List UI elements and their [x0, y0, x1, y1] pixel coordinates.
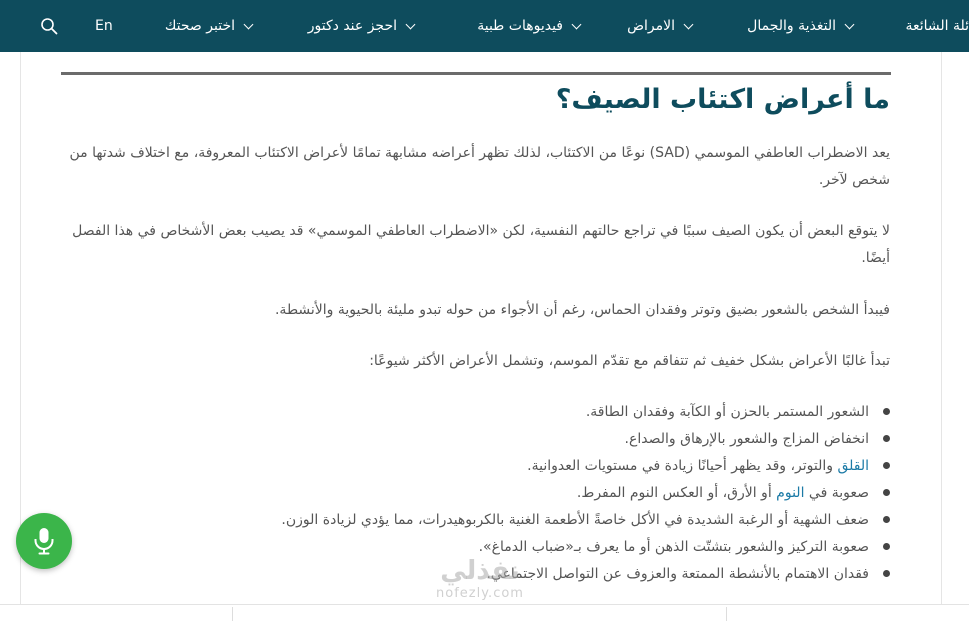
nav-item-faq[interactable] [905, 0, 969, 52]
paragraph-summer: لا يتوقع البعض أن يكون الصيف سببًا في تراجع حالتهم النفسية، لكن «الاضطراب العاطفي الموسمي» قد يصيب بعض الأشخاص في هذا الفصل أيضًا. [72, 223, 890, 266]
list-item [130, 452, 890, 479]
bullet-dot [883, 462, 890, 469]
chevron-down-icon [845, 19, 855, 29]
list-item-prefix: صعوبة في [804, 484, 869, 501]
toolbar-divider [726, 607, 727, 621]
bullet-dot [883, 516, 890, 523]
paragraph-intro: يعد الاضطراب العاطفي الموسمي (SAD) نوعًا من الاكتئاب، لذلك تظهر أعراضه مشابهة تمامًا لأعراض الاكتئاب المعروفة، مع اختلاف شدتها من شخص لآخر. [69, 145, 890, 188]
microphone-icon [33, 527, 55, 555]
content-right-border [941, 52, 942, 621]
language-switch[interactable] [95, 0, 113, 52]
bullet-dot [883, 408, 890, 415]
list-item [130, 560, 890, 587]
anxiety-link[interactable]: القلق [837, 457, 869, 474]
chevron-down-icon [406, 19, 416, 29]
chevron-down-icon [244, 19, 254, 29]
paragraph-symptoms-intro: تبدأ غالبًا الأعراض بشكل خفيف ثم تتفاقم مع تقدّم الموسم، وتشمل الأعراض الأكثر شيوعًا: [369, 353, 890, 369]
bullet-dot [883, 543, 890, 550]
bullet-dot [883, 435, 890, 442]
toolbar-divider [232, 607, 233, 621]
language-label: En [95, 18, 113, 34]
nav-item-nutrition-label: التغذية والجمال [747, 18, 836, 34]
list-item [130, 506, 890, 533]
chevron-down-icon [572, 19, 582, 29]
nav-item-book-label: احجز عند دكتور [307, 18, 397, 34]
list-item-text: والتوتر، وقد يظهر أحيانًا زيادة في مستويات العدوانية. [527, 457, 838, 474]
list-item [130, 533, 890, 560]
nav-item-diseases[interactable] [627, 0, 692, 52]
nav-item-book-doctor[interactable] [308, 0, 414, 52]
bullet-dot [883, 489, 890, 496]
sleep-link[interactable]: النوم [776, 484, 805, 501]
bottom-toolbar [0, 604, 969, 621]
article-heading: ما أعراض اكتئاب الصيف؟ [555, 84, 890, 115]
paragraph-feeling: فيبدأ الشخص بالشعور بضيق وتوتر وفقدان الحماس، رغم أن الأجواء من حوله تبدو مليئة بالحيوية والأنشطة. [274, 302, 890, 318]
nav-item-diseases-label: الامراض [627, 18, 675, 34]
nav-item-nutrition-beauty[interactable] [747, 0, 853, 52]
search-icon[interactable] [40, 17, 58, 35]
top-navbar [0, 0, 969, 52]
list-item-text: أو الأرق، أو العكس النوم المفرط. [576, 484, 777, 501]
bullet-dot [883, 570, 890, 577]
list-item-text: فقدان الاهتمام بالأنشطة الممتعة والعزوف عن التواصل الاجتماعي. [486, 565, 869, 582]
list-item [130, 479, 890, 506]
nav-item-videos-label: فيديوهات طبية [477, 18, 563, 34]
nav-item-test-label: اختبر صحتك [164, 18, 235, 34]
heading-divider [61, 72, 891, 75]
list-item-text: انخفاض المزاج والشعور بالإرهاق والصداع. [624, 430, 869, 447]
list-item-text: ضعف الشهية أو الرغبة الشديدة في الأكل خاصةً الأطعمة الغنية بالكربوهيدرات، مما يؤدي لزيادة الوزن. [281, 511, 869, 528]
symptoms-list [130, 398, 890, 587]
list-item [130, 425, 890, 452]
list-item-text: الشعور المستمر بالحزن أو الكآبة وفقدان الطاقة. [585, 403, 869, 420]
list-item [130, 398, 890, 425]
watermark-arabic: نفذلي [440, 556, 520, 586]
voice-search-button[interactable] [16, 513, 72, 569]
nav-item-test-health[interactable] [165, 0, 252, 52]
watermark-url: nofezly.com [436, 586, 524, 601]
list-item-text: صعوبة التركيز والشعور بتشتّت الذهن أو ما يعرف بـ«ضباب الدماغ». [478, 538, 869, 555]
chevron-down-icon [684, 19, 694, 29]
nav-item-medical-videos[interactable] [477, 0, 580, 52]
nav-item-faq-label: ئلة الشائعة [905, 18, 969, 34]
